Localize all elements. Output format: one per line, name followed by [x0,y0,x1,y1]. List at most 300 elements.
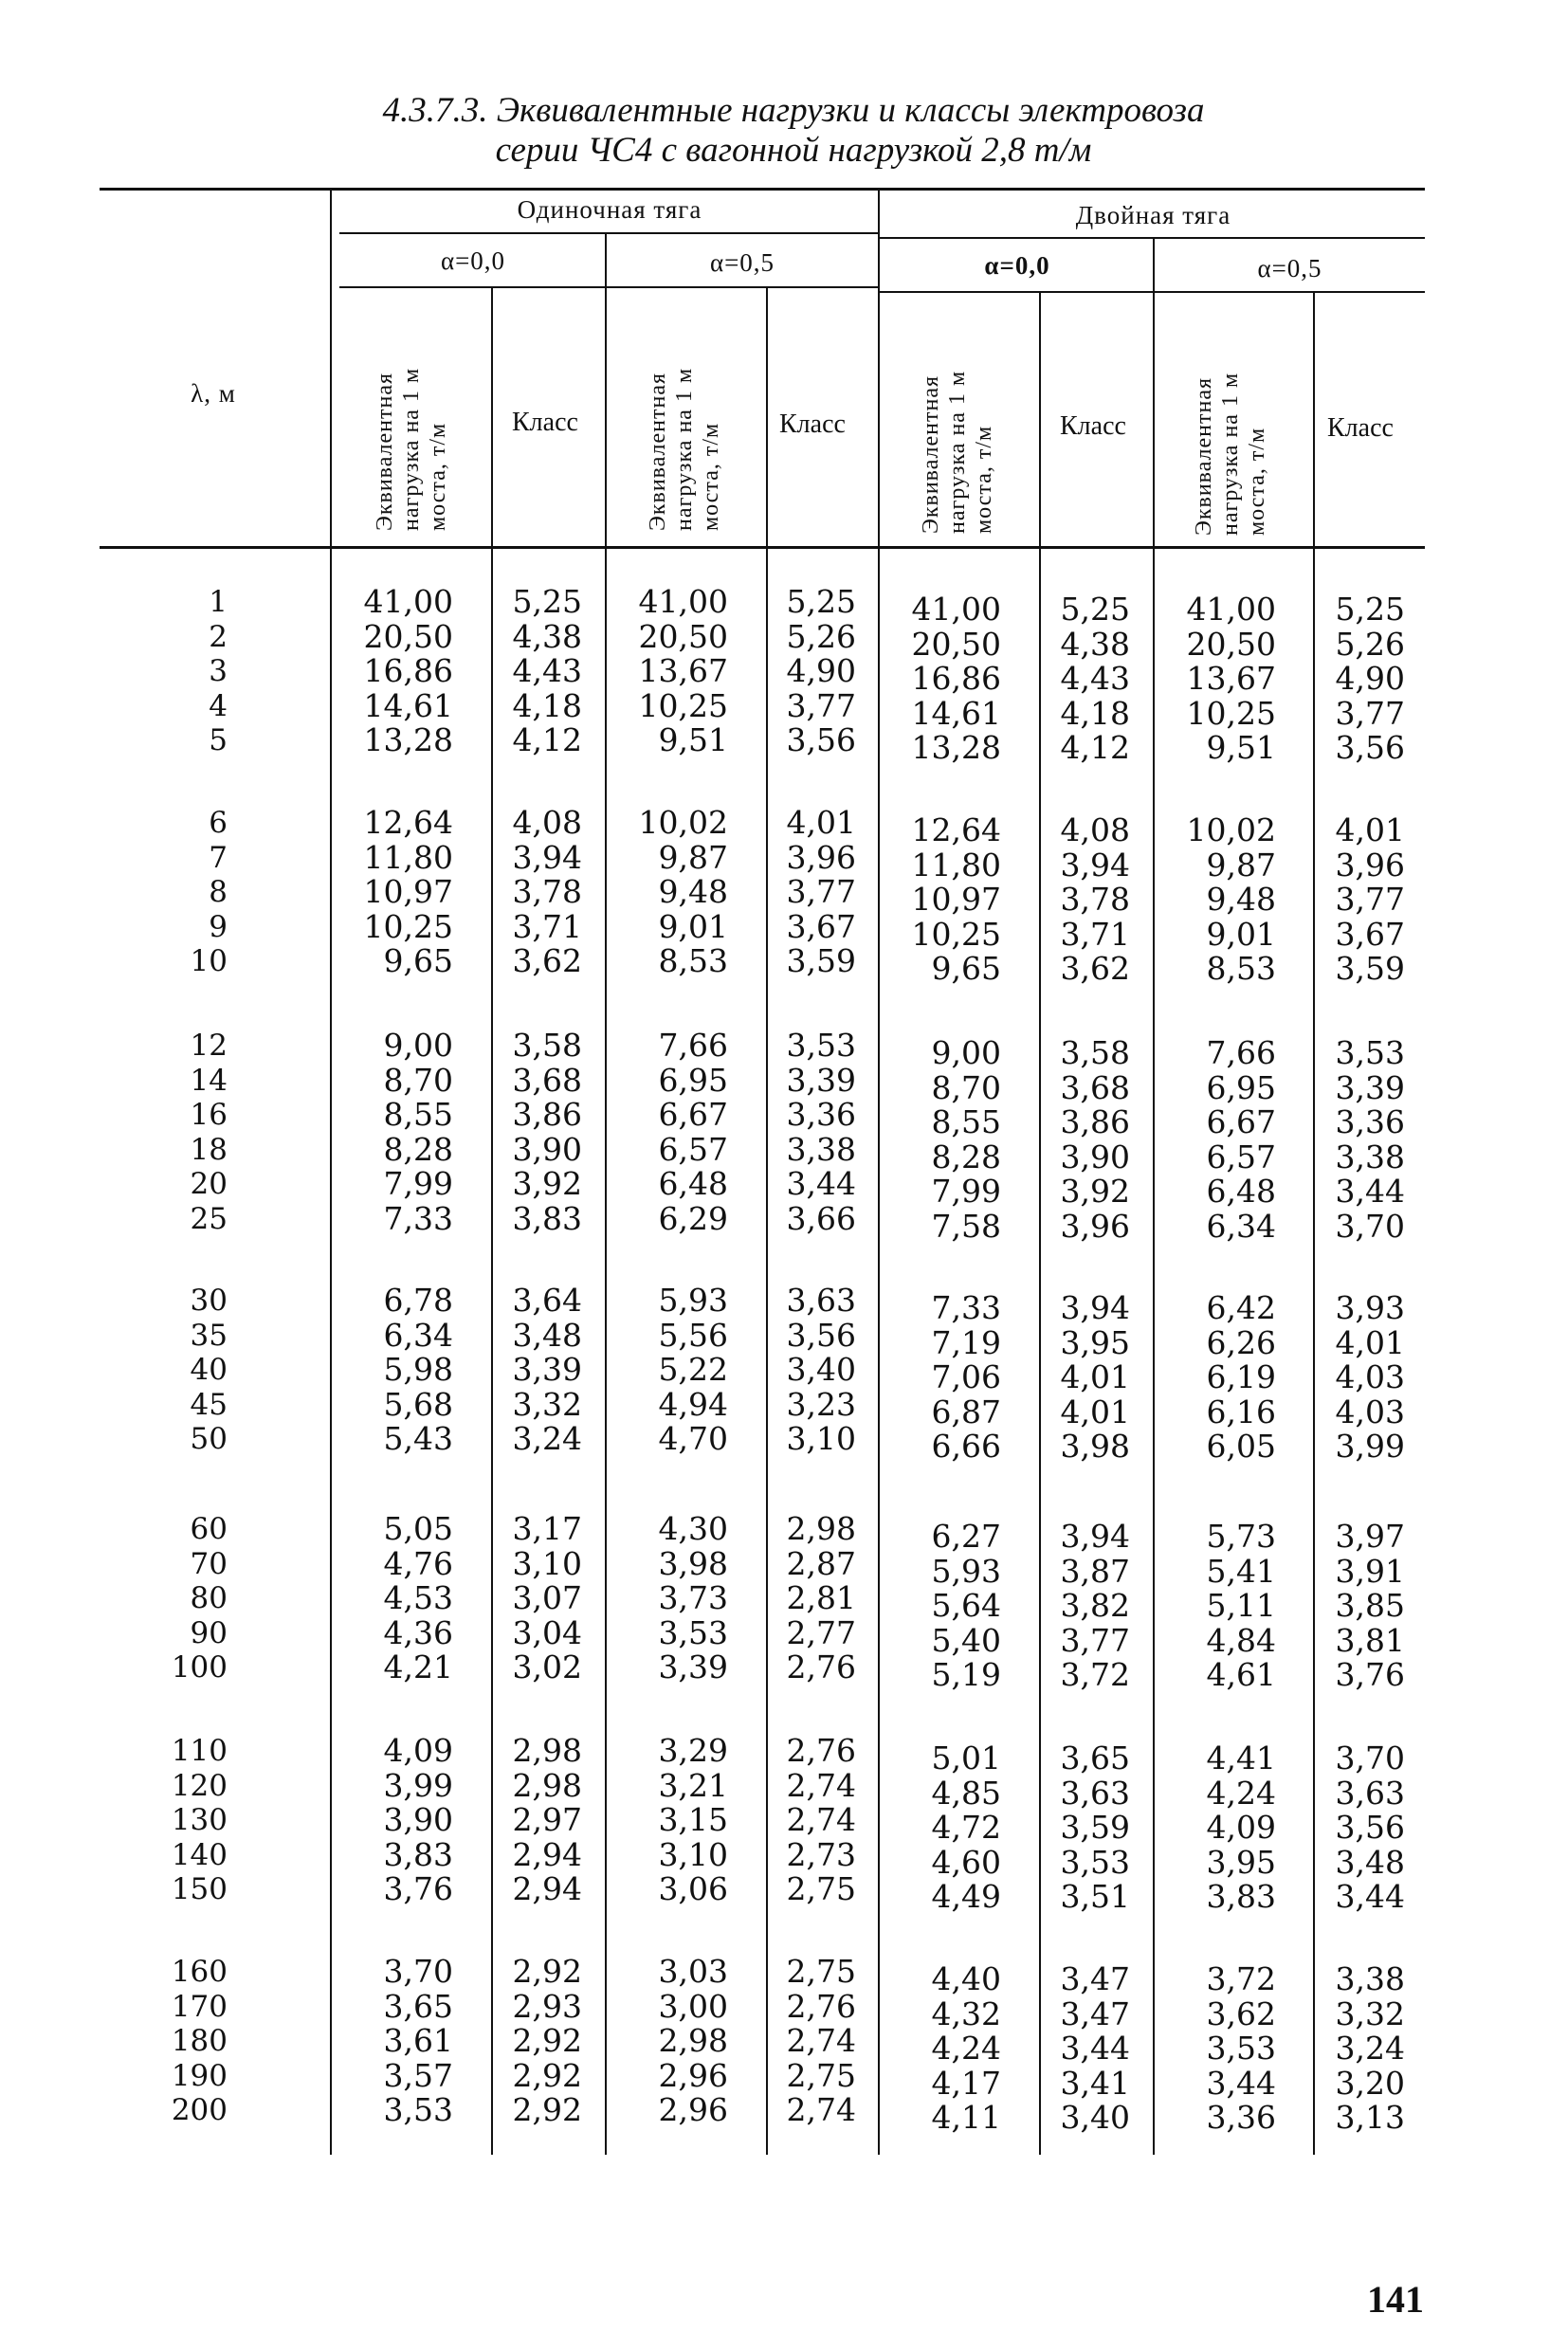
table-cell-d0-kl: 3,65 [1060,1740,1130,1776]
lambda-cell: 6 [209,806,228,840]
table-cell-d0-kl: 3,63 [1060,1774,1130,1812]
vline-2 [605,233,607,2155]
header-equiv-load-d5: Эквивалентная нагрузка на 1 м моста, т/м [1192,372,1269,536]
table-cell-s0-kl: 4,38 [512,617,582,655]
lambda-cell: 60 [190,1512,228,1546]
table-cell-d5-eq: 10,25 [1186,694,1276,732]
vline-1 [491,287,493,2155]
table-cell-s5-kl: 3,10 [786,1420,856,1457]
table-cell-d5-eq: 6,57 [1206,1138,1276,1175]
table-cell-d5-kl: 3,70 [1335,1740,1405,1776]
table-cell-s5-kl: 2,98 [786,1510,856,1547]
table-cell-s5-kl: 2,81 [786,1579,856,1616]
table-cell-d5-eq: 3,53 [1206,2030,1276,2067]
lambda-cell: 9 [209,909,228,944]
table-cell-d0-kl: 3,96 [1060,1207,1130,1245]
table-cell-s5-kl: 3,96 [786,838,856,876]
table-cell-s5-kl: 2,74 [786,2091,856,2128]
table-cell-s0-eq: 14,61 [363,686,453,724]
table-cell-s5-kl: 2,74 [786,1766,856,1804]
table-cell-d0-eq: 8,55 [931,1103,1001,1140]
table-cell-s5-kl: 3,56 [786,721,856,758]
table-cell-d0-eq: 4,24 [931,2030,1001,2067]
table-cell-s0-eq: 3,61 [383,2022,453,2059]
header-class-s0: Класс [512,408,578,437]
table-cell-d0-kl: 3,40 [1060,2099,1130,2136]
table-cell-s5-eq: 6,48 [658,1165,728,1202]
table-cell-d5-eq: 5,11 [1206,1587,1276,1624]
lambda-cell: 160 [171,1955,228,1989]
table-cell-d0-eq: 4,72 [931,1809,1001,1846]
table-cell-d0-eq: 11,80 [911,846,1001,884]
table-cell-s5-kl: 3,67 [786,907,856,945]
table-cell-s5-kl: 2,76 [786,1732,856,1769]
table-cell-d0-eq: 5,19 [931,1656,1001,1693]
table-cell-s5-kl: 2,75 [786,2056,856,2094]
vline-lambda [330,188,332,2155]
table-cell-d5-kl: 3,77 [1335,881,1405,918]
table-cell-s0-kl: 2,97 [512,1801,582,1838]
table-cell-d5-kl: 3,59 [1335,950,1405,987]
table-cell-s5-kl: 3,66 [786,1199,856,1237]
lambda-cell: 14 [190,1063,228,1098]
table-cell-d0-eq: 41,00 [911,591,1001,628]
lambda-cell: 180 [171,2024,228,2058]
table-cell-s5-eq: 3,15 [658,1801,728,1838]
lambda-cell: 12 [190,1029,228,1063]
table-cell-d0-eq: 5,40 [931,1621,1001,1659]
table-cell-d5-eq: 6,95 [1206,1068,1276,1106]
table-cell-d5-kl: 3,99 [1335,1428,1405,1465]
table-cell-d5-kl: 5,25 [1335,591,1405,628]
table-cell-d5-eq: 6,16 [1206,1393,1276,1430]
table-cell-d5-kl: 3,20 [1335,2064,1405,2102]
table-cell-d5-kl: 4,01 [1335,811,1405,848]
table-cell-s5-eq: 5,22 [658,1351,728,1388]
table-cell-s0-kl: 2,98 [512,1732,582,1769]
table-cell-d0-eq: 4,17 [931,2064,1001,2102]
table-cell-d5-kl: 3,77 [1335,694,1405,732]
lambda-cell: 7 [209,840,228,875]
table-cell-d5-kl: 3,39 [1335,1068,1405,1106]
table-cell-d5-kl: 3,38 [1335,1960,1405,1997]
table-cell-s0-eq: 12,64 [363,804,453,841]
table-cell-s5-eq: 2,98 [658,2022,728,2059]
table-cell-s5-kl: 3,39 [786,1061,856,1099]
table-cell-d0-kl: 3,86 [1060,1103,1130,1140]
lambda-cell: 90 [190,1615,228,1650]
header-class-d5: Класс [1327,413,1394,443]
table-cell-s5-eq: 9,51 [658,721,728,758]
table-cell-s0-eq: 5,68 [383,1385,453,1423]
table-cell-s5-kl: 3,63 [786,1282,856,1319]
table-cell-d5-eq: 3,95 [1206,1843,1276,1881]
header-alpha-double-0: α=0,0 [984,251,1050,280]
table-cell-s5-eq: 13,67 [638,652,728,689]
table-cell-d5-eq: 6,26 [1206,1323,1276,1361]
header-alpha-double-05: α=0,5 [1257,254,1322,282]
table-cell-s5-kl: 3,77 [786,686,856,724]
table-cell-s5-eq: 3,03 [658,1953,728,1990]
table-cell-s5-kl: 4,90 [786,652,856,689]
table-cell-s5-kl: 2,75 [786,1870,856,1907]
lambda-cell: 130 [171,1803,228,1837]
lambda-cell: 10 [190,944,228,978]
table-cell-d0-eq: 9,00 [931,1034,1001,1071]
table-cell-d0-eq: 6,66 [931,1428,1001,1465]
table-cell-d0-kl: 3,77 [1060,1621,1130,1659]
table-cell-d0-kl: 3,59 [1060,1809,1130,1846]
table-cell-d0-kl: 3,53 [1060,1843,1130,1881]
table-cell-s5-eq: 3,39 [658,1649,728,1685]
vline-7 [1313,292,1315,2155]
table-cell-s5-eq: 7,66 [658,1027,728,1064]
table-cell-d5-kl: 3,38 [1335,1138,1405,1175]
table-cell-s0-kl: 4,12 [512,721,582,758]
table-cell-d5-eq: 9,87 [1206,846,1276,884]
table-cell-s0-eq: 41,00 [363,583,453,620]
table-cell-d5-kl: 3,70 [1335,1207,1405,1245]
table-cell-d0-eq: 5,64 [931,1587,1001,1624]
table-cell-s5-kl: 2,73 [786,1835,856,1873]
table-cell-s0-eq: 8,28 [383,1130,453,1168]
table-cell-d5-kl: 3,91 [1335,1552,1405,1590]
table-cell-s0-eq: 9,00 [383,1027,453,1064]
table-cell-s5-eq: 5,56 [658,1316,728,1354]
table-cell-s0-kl: 4,18 [512,686,582,724]
table-cell-d0-kl: 3,82 [1060,1587,1130,1624]
table-cell-d5-kl: 3,13 [1335,2099,1405,2136]
lambda-cell: 100 [171,1650,228,1685]
table-cell-d0-kl: 4,18 [1060,694,1130,732]
table-cell-s0-eq: 5,05 [383,1510,453,1547]
vline-5 [1039,292,1041,2155]
table-cell-s0-kl: 3,90 [512,1130,582,1168]
table-cell-s0-eq: 7,99 [383,1165,453,1202]
table-cell-d0-kl: 3,94 [1060,846,1130,884]
table-cell-s5-eq: 2,96 [658,2091,728,2128]
table-cell-d5-kl: 3,56 [1335,729,1405,766]
lambda-cell: 50 [190,1422,228,1456]
header-class-d0: Класс [1060,411,1126,441]
table-cell-d0-eq: 4,11 [931,2099,1001,2136]
lambda-cell: 35 [190,1318,228,1353]
lambda-cell: 40 [190,1353,228,1387]
table-cell-s0-kl: 3,86 [512,1096,582,1133]
lambda-cell: 18 [190,1132,228,1167]
table-cell-s0-eq: 3,76 [383,1870,453,1907]
table-cell-s0-eq: 8,70 [383,1061,453,1099]
header-lambda: λ, м [191,379,236,408]
table-cell-d0-eq: 6,27 [931,1518,1001,1555]
lambda-cell: 5 [209,723,228,757]
page-number: 141 [1367,2278,1424,2321]
table-cell-d0-eq: 13,28 [911,729,1001,766]
lambda-cell: 30 [190,1284,228,1318]
table-cell-s0-eq: 9,65 [383,942,453,979]
table-cell-d5-eq: 41,00 [1186,591,1276,628]
lambda-cell: 70 [190,1546,228,1581]
table-cell-s0-kl: 3,58 [512,1027,582,1064]
table-cell-s5-kl: 3,56 [786,1316,856,1354]
table-cell-d0-eq: 5,01 [931,1740,1001,1776]
table-cell-s0-kl: 3,24 [512,1420,582,1457]
table-cell-s5-eq: 3,10 [658,1835,728,1873]
table-cell-s0-kl: 3,94 [512,838,582,876]
table-cell-s0-eq: 8,55 [383,1096,453,1133]
table-cell-d0-kl: 4,08 [1060,811,1130,848]
table-cell-d0-eq: 4,32 [931,1995,1001,2032]
table-cell-d5-kl: 5,26 [1335,625,1405,663]
vline-4 [878,190,880,2155]
table-cell-s5-eq: 3,21 [658,1766,728,1804]
table-cell-s5-kl: 2,87 [786,1544,856,1582]
table-cell-d5-kl: 3,97 [1335,1518,1405,1555]
table-cell-s5-kl: 2,75 [786,1953,856,1990]
table-cell-s0-kl: 3,48 [512,1316,582,1354]
vline-6 [1153,238,1155,2155]
table-cell-s5-kl: 2,76 [786,1649,856,1685]
table-cell-s0-eq: 3,70 [383,1953,453,1990]
table-cell-s5-eq: 2,96 [658,2056,728,2094]
table-cell-d0-kl: 3,51 [1060,1878,1130,1915]
table-cell-d0-kl: 3,78 [1060,881,1130,918]
table-cell-d0-eq: 7,06 [931,1358,1001,1395]
table-cell-s5-eq: 6,57 [658,1130,728,1168]
table-cell-d5-kl: 3,81 [1335,1621,1405,1659]
table-cell-s5-kl: 5,25 [786,583,856,620]
table-cell-s5-kl: 2,74 [786,2022,856,2059]
table-cell-d5-eq: 4,24 [1206,1774,1276,1812]
table-cell-d0-kl: 3,62 [1060,950,1130,987]
table-cell-s0-kl: 2,92 [512,1953,582,1990]
table-cell-d5-kl: 3,96 [1335,846,1405,884]
table-cell-s5-kl: 3,77 [786,873,856,910]
table-cell-d5-kl: 3,44 [1335,1878,1405,1915]
table-cell-s0-kl: 3,10 [512,1544,582,1582]
table-cell-s5-eq: 3,29 [658,1732,728,1769]
lambda-cell: 1 [209,585,228,619]
table-cell-s0-kl: 3,32 [512,1385,582,1423]
table-cell-s0-kl: 3,04 [512,1613,582,1651]
table-cell-s0-eq: 3,53 [383,2091,453,2128]
table-cell-s0-eq: 6,78 [383,1282,453,1319]
table-cell-d5-eq: 3,72 [1206,1960,1276,1997]
lambda-cell: 200 [171,2093,228,2127]
table-cell-d0-eq: 12,64 [911,811,1001,848]
table-cell-s0-kl: 2,94 [512,1870,582,1907]
table-cell-d5-eq: 9,48 [1206,881,1276,918]
table-cell-s0-eq: 5,43 [383,1420,453,1457]
table-cell-s0-eq: 3,83 [383,1835,453,1873]
table-cell-s5-eq: 41,00 [638,583,728,620]
table-cell-d0-kl: 3,94 [1060,1518,1130,1555]
table-cell-s0-eq: 10,97 [363,873,453,910]
table-cell-s5-eq: 3,06 [658,1870,728,1907]
table-cell-d5-kl: 4,01 [1335,1323,1405,1361]
table-cell-d0-kl: 3,98 [1060,1428,1130,1465]
table-cell-d5-eq: 13,67 [1186,660,1276,697]
table-cell-d5-kl: 4,03 [1335,1358,1405,1395]
table-cell-s5-kl: 3,23 [786,1385,856,1423]
table-cell-s5-kl: 2,74 [786,1801,856,1838]
table-cell-s5-kl: 3,36 [786,1096,856,1133]
lambda-cell: 25 [190,1201,228,1236]
lambda-cell: 8 [209,875,228,909]
table-cell-s0-eq: 3,99 [383,1766,453,1804]
table-cell-s0-kl: 2,98 [512,1766,582,1804]
table-cell-d0-eq: 16,86 [911,660,1001,697]
table-cell-s0-kl: 3,92 [512,1165,582,1202]
table-cell-s5-eq: 3,73 [658,1579,728,1616]
table-cell-d5-kl: 3,36 [1335,1103,1405,1140]
table-cell-s0-eq: 3,90 [383,1801,453,1838]
rule-under-alpha-single [339,286,880,288]
table-cell-s5-eq: 9,48 [658,873,728,910]
table-cell-d0-kl: 3,72 [1060,1656,1130,1693]
table-cell-d5-eq: 4,09 [1206,1809,1276,1846]
table-cell-d0-kl: 3,68 [1060,1068,1130,1106]
table-cell-s5-kl: 3,53 [786,1027,856,1064]
table-cell-d5-kl: 3,56 [1335,1809,1405,1846]
table-cell-s5-kl: 2,76 [786,1987,856,2025]
table-cell-d0-kl: 4,01 [1060,1358,1130,1395]
table-cell-d0-eq: 8,70 [931,1068,1001,1106]
table-cell-s5-kl: 4,01 [786,804,856,841]
header-equiv-load-d0: Эквивалентная нагрузка на 1 м моста, т/м [919,370,996,534]
table-cell-s0-kl: 3,17 [512,1510,582,1547]
table-cell-d5-kl: 3,48 [1335,1843,1405,1881]
table-cell-d5-eq: 10,02 [1186,811,1276,848]
lambda-cell: 3 [209,654,228,688]
table-cell-s5-kl: 2,77 [786,1613,856,1651]
table-cell-d0-eq: 14,61 [911,694,1001,732]
header-equiv-load-s0: Эквивалентная нагрузка на 1 м моста, т/м [373,367,450,531]
table-cell-s5-eq: 3,00 [658,1987,728,2025]
table-cell-d0-eq: 10,25 [911,915,1001,953]
table-cell-d0-kl: 3,90 [1060,1138,1130,1175]
table-cell-d0-kl: 4,12 [1060,729,1130,766]
table-cell-s0-kl: 3,68 [512,1061,582,1099]
table-cell-s0-kl: 3,02 [512,1649,582,1685]
table-cell-d5-eq: 3,62 [1206,1995,1276,2032]
table-cell-d0-eq: 9,65 [931,950,1001,987]
table-cell-s5-eq: 6,29 [658,1199,728,1237]
table-cell-d0-kl: 3,47 [1060,1995,1130,2032]
header-alpha-single-05: α=0,5 [709,248,775,277]
table-cell-d0-eq: 20,50 [911,625,1001,663]
table-cell-s5-kl: 3,44 [786,1165,856,1202]
table-cell-s0-kl: 2,92 [512,2022,582,2059]
table-cell-s5-eq: 9,01 [658,907,728,945]
table-cell-d5-eq: 3,83 [1206,1878,1276,1915]
table-cell-d5-eq: 3,44 [1206,2064,1276,2102]
table-title [0,91,1568,171]
table-cell-s0-kl: 3,07 [512,1579,582,1616]
lambda-cell: 140 [171,1837,228,1872]
table-cell-s0-eq: 13,28 [363,721,453,758]
table-cell-s5-eq: 5,93 [658,1282,728,1319]
table-cell-s5-eq: 8,53 [658,942,728,979]
table-cell-d0-kl: 5,25 [1060,591,1130,628]
table-cell-d5-eq: 8,53 [1206,950,1276,987]
table-cell-d5-kl: 4,03 [1335,1393,1405,1430]
table-cell-s5-eq: 3,98 [658,1544,728,1582]
table-cell-s0-kl: 2,92 [512,2056,582,2094]
table-cell-d5-kl: 3,32 [1335,1995,1405,2032]
lambda-cell: 16 [190,1098,228,1132]
vline-3 [766,287,768,2155]
table-cell-d5-kl: 3,53 [1335,1034,1405,1071]
table-cell-d0-eq: 6,87 [931,1393,1001,1430]
lambda-cell: 20 [190,1167,228,1201]
table-cell-d5-eq: 7,66 [1206,1034,1276,1071]
table-cell-s0-eq: 5,98 [383,1351,453,1388]
rule-under-single [339,232,880,234]
table-cell-s5-eq: 6,95 [658,1061,728,1099]
header-single-traction: Одиночная тяга [517,195,702,224]
table-cell-d0-eq: 4,60 [931,1843,1001,1881]
table-cell-d0-eq: 4,85 [931,1774,1001,1812]
lambda-cell: 2 [209,619,228,654]
table-cell-s5-kl: 3,59 [786,942,856,979]
table-cell-s0-kl: 3,64 [512,1282,582,1319]
table-cell-d5-eq: 4,61 [1206,1656,1276,1693]
table-cell-s0-eq: 4,21 [383,1649,453,1685]
table-cell-s0-kl: 3,83 [512,1199,582,1237]
table-cell-d5-kl: 3,93 [1335,1289,1405,1326]
lambda-cell: 4 [209,688,228,723]
table-cell-d0-eq: 7,19 [931,1323,1001,1361]
table-cell-d0-kl: 3,87 [1060,1552,1130,1590]
table-cell-d0-kl: 3,94 [1060,1289,1130,1326]
lambda-cell: 110 [171,1734,228,1768]
table-cell-s0-eq: 20,50 [363,617,453,655]
table-cell-s0-kl: 2,94 [512,1835,582,1873]
table-cell-s5-eq: 6,67 [658,1096,728,1133]
table-cell-d5-kl: 4,90 [1335,660,1405,697]
table-cell-d0-kl: 3,95 [1060,1323,1130,1361]
table-cell-s0-eq: 10,25 [363,907,453,945]
table-cell-s0-eq: 3,57 [383,2056,453,2094]
table-cell-d0-kl: 3,44 [1060,2030,1130,2067]
header-double-traction: Двойная тяга [1075,201,1231,229]
table-cell-s0-eq: 6,34 [383,1316,453,1354]
rule-top [100,188,1425,191]
table-cell-s0-eq: 7,33 [383,1199,453,1237]
table-cell-d5-eq: 3,36 [1206,2099,1276,2136]
table-cell-d5-eq: 6,19 [1206,1358,1276,1395]
table-cell-s0-eq: 11,80 [363,838,453,876]
table-cell-d0-kl: 4,38 [1060,625,1130,663]
table-cell-s5-eq: 10,02 [638,804,728,841]
table-cell-d0-kl: 3,71 [1060,915,1130,953]
table-cell-s0-kl: 3,78 [512,873,582,910]
table-cell-d5-eq: 6,67 [1206,1103,1276,1140]
table-cell-s0-eq: 3,65 [383,1987,453,2025]
table-cell-d0-kl: 3,41 [1060,2064,1130,2102]
table-cell-s5-eq: 3,53 [658,1613,728,1651]
table-cell-d5-eq: 6,42 [1206,1289,1276,1326]
table-cell-d0-kl: 3,58 [1060,1034,1130,1071]
table-cell-d5-kl: 3,24 [1335,2030,1405,2067]
table-cell-s0-kl: 3,62 [512,942,582,979]
table-cell-s0-eq: 4,09 [383,1732,453,1769]
table-cell-s0-kl: 2,92 [512,2091,582,2128]
table-cell-s0-eq: 4,36 [383,1613,453,1651]
table-cell-d0-eq: 5,93 [931,1552,1001,1590]
table-cell-d5-eq: 6,05 [1206,1428,1276,1465]
